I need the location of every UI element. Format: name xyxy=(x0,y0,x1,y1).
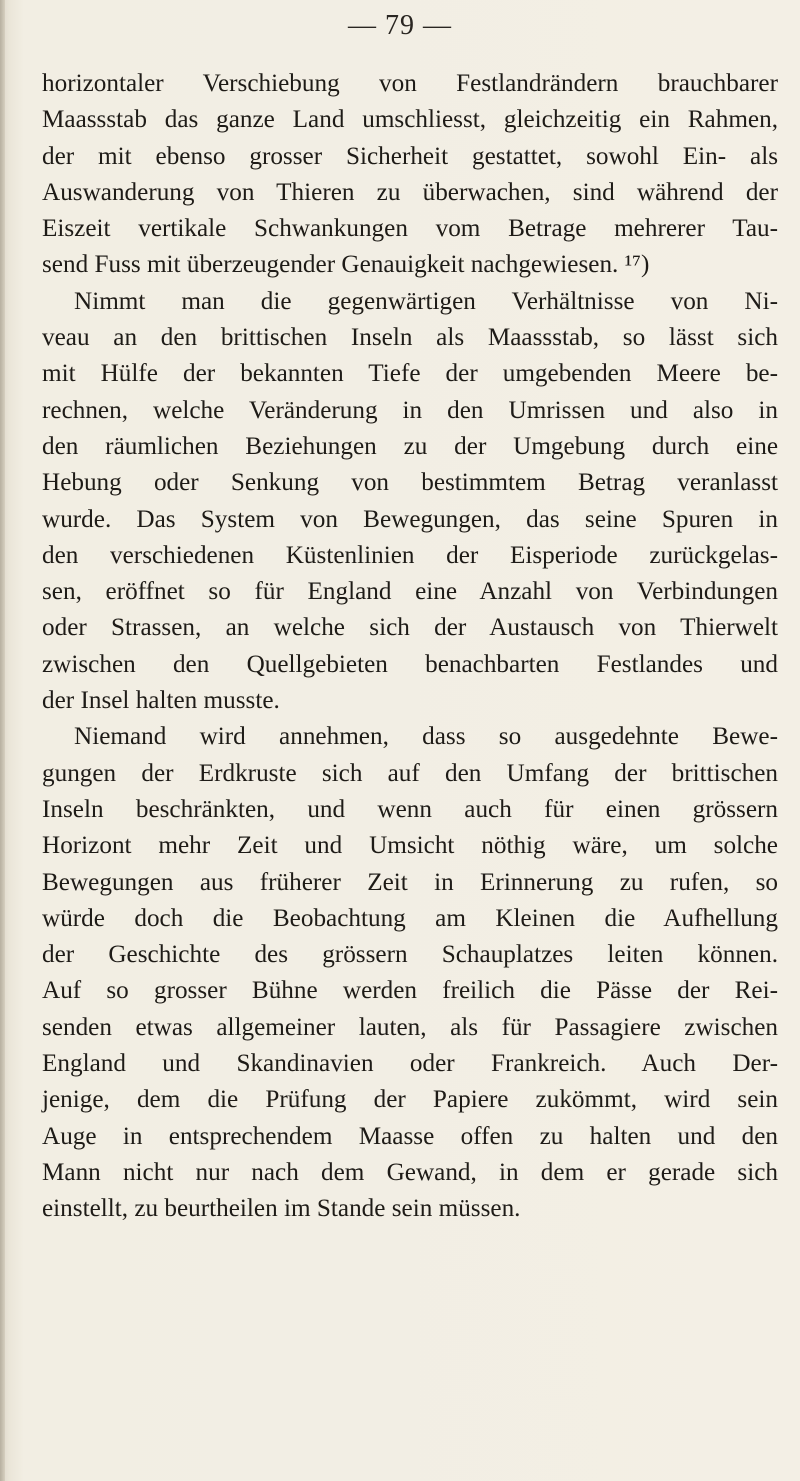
text-line: Hebung oder Senkung von bestimmtem Betrag veranlasst xyxy=(42,469,778,497)
text-line: den verschiedenen Küstenlinien der Eisperiode zurückgelas- xyxy=(42,541,778,569)
text-line: veau an den brittischen Inseln als Maassstab, so lässt sich xyxy=(42,324,778,352)
text-line: Horizont mehr Zeit und Umsicht nöthig wäre, um solche xyxy=(42,832,778,860)
text-line: sen, eröffnet so für England eine Anzahl von Verbindungen xyxy=(42,578,778,606)
text-line: Auswanderung von Thieren zu überwachen, sind während der xyxy=(42,178,778,206)
text-line: oder Strassen, an welche sich der Austausch von Thierwelt xyxy=(42,614,778,642)
text-line: Eiszeit vertikale Schwankungen vom Betrage mehrerer Tau- xyxy=(42,215,778,243)
text-line: England und Skandinavien oder Frankreich. Auch Der- xyxy=(42,1050,778,1078)
text-line: horizontaler Verschiebung von Festlandrändern brauchbarer xyxy=(42,70,778,97)
text-line: gungen der Erdkruste sich auf den Umfang der brittischen xyxy=(42,759,778,787)
body-text xyxy=(42,66,778,1228)
text-line: wurde. Das System von Bewegungen, das seine Spuren in xyxy=(42,505,778,533)
text-line: Niemand wird annehmen, dass so ausgedehnte Bewe- xyxy=(74,723,778,751)
text-line: mit Hülfe der bekannten Tiefe der umgebenden Meere be- xyxy=(42,360,778,388)
text-line: send Fuss mit überzeugender Genauigkeit nachgewiesen. ¹⁷) xyxy=(42,251,650,279)
text-line: rechnen, welche Veränderung in den Umrissen und also in xyxy=(42,396,778,424)
text-line: Bewegungen aus früherer Zeit in Erinnerung zu rufen, so xyxy=(42,868,778,896)
text-line: den räumlichen Beziehungen zu der Umgebung durch eine xyxy=(42,432,778,460)
text-line: senden etwas allgemeiner lauten, als für Passagiere zwischen xyxy=(42,1013,778,1041)
page-number: — 79 — xyxy=(348,10,452,41)
text-line: Auf so grosser Bühne werden freilich die Pässe der Rei- xyxy=(42,977,778,1005)
text-line: Nimmt man die gegenwärtigen Verhältnisse von Ni- xyxy=(74,287,778,315)
text-line: der Geschichte des grössern Schauplatzes leiten können. xyxy=(42,941,778,969)
text-line: einstellt, zu beurtheilen im Stande sein müssen. xyxy=(42,1195,521,1223)
text-line: Inseln beschränkten, und wenn auch für einen grössern xyxy=(42,795,778,823)
text-line: jenige, dem die Prüfung der Papiere zukömmt, wird sein xyxy=(42,1086,778,1114)
text-line: würde doch die Beobachtung am Kleinen die Aufhellung xyxy=(42,904,778,932)
text-line: Auge in entsprechendem Maasse offen zu halten und den xyxy=(42,1122,778,1150)
text-line: zwischen den Quellgebieten benachbarten Festlandes und xyxy=(42,650,778,678)
text-line: der mit ebenso grosser Sicherheit gestattet, sowohl Ein- als xyxy=(42,142,778,170)
text-line: Maassstab das ganze Land umschliesst, gleichzeitig ein Rahmen, xyxy=(42,106,778,134)
text-line: der Insel halten musste. xyxy=(42,687,280,715)
text-line: Mann nicht nur nach dem Gewand, in dem er gerade sich xyxy=(42,1158,778,1186)
binding-edge xyxy=(0,0,5,1481)
